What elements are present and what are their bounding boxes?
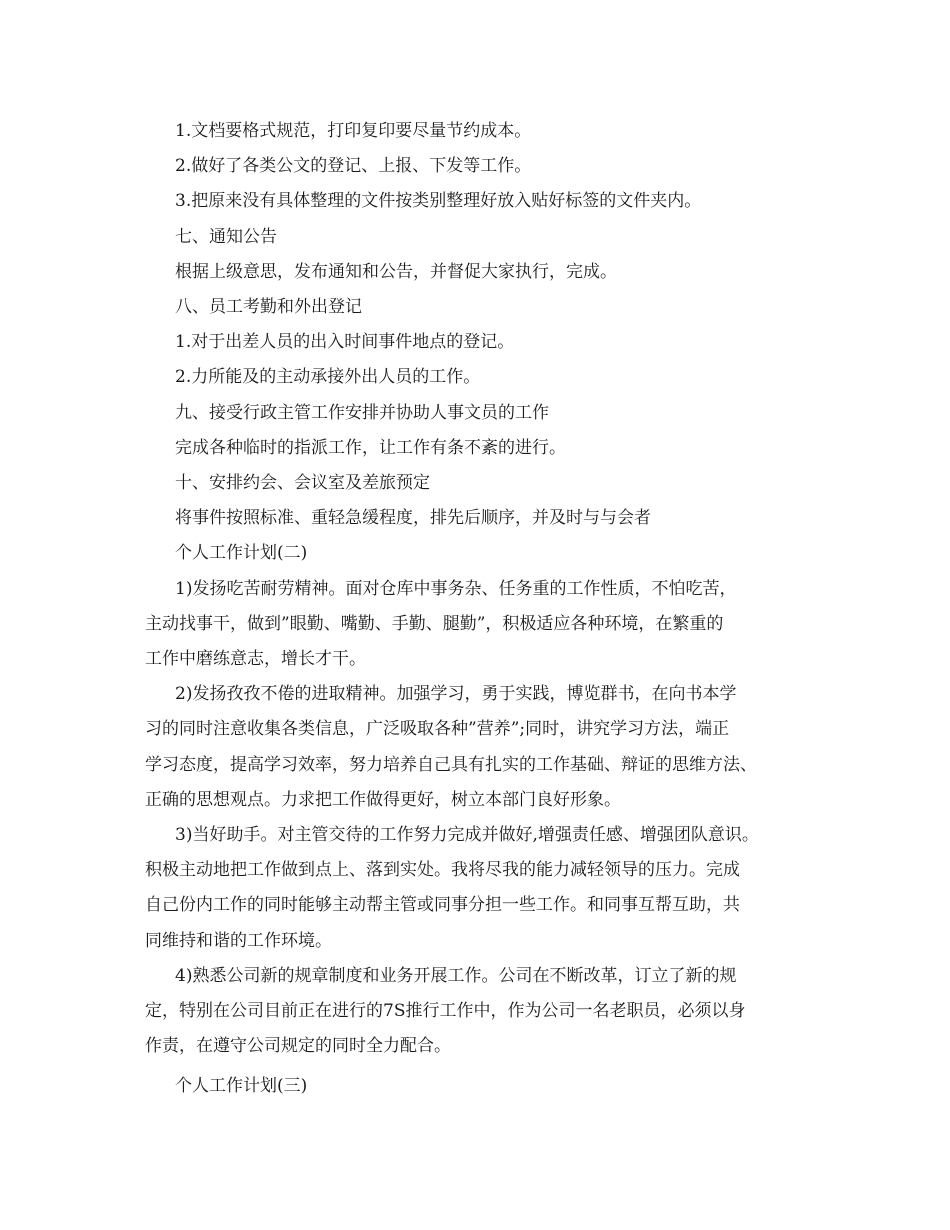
section-heading: 八、员工考勤和外出登记	[175, 297, 362, 317]
paragraph-line: 正确的思想观点。力求把工作做得更好，树立本部门良好形象。	[145, 790, 621, 810]
section-heading: 个人工作计划(二)	[175, 543, 308, 563]
paragraph-line: 学习态度，提高学习效率，努力培养自己具有扎实的工作基础、辩证的思维方法、	[145, 755, 757, 775]
list-item: 2.力所能及的主动承接外出人员的工作。	[175, 367, 481, 387]
list-item: 2.做好了各类公文的登记、上报、下发等工作。	[175, 156, 532, 176]
list-item: 3.把原来没有具体整理的文件按类别整理好放入贴好标签的文件夹内。	[175, 191, 702, 211]
paragraph-line: 作责，在遵守公司规定的同时全力配合。	[145, 1036, 451, 1056]
paragraph-line: 4)熟悉公司新的规章制度和业务开展工作。公司在不断改革，订立了新的规	[175, 966, 737, 986]
paragraph-line: 2)发扬孜孜不倦的进取精神。加强学习，勇于实践，博览群书，在向书本学	[175, 684, 737, 704]
paragraph-line: 习的同时注意收集各类信息，广泛吸取各种”营养”;同时，讲究学习方法，端正	[145, 719, 730, 739]
paragraph-line: 积极主动地把工作做到点上、落到实处。我将尽我的能力减轻领导的压力。完成	[145, 860, 740, 880]
list-item: 1.对于出差人员的出入时间事件地点的登记。	[175, 332, 515, 352]
list-item: 1.文档要格式规范，打印复印要尽量节约成本。	[175, 121, 532, 141]
paragraph-line: 工作中磨练意志，增长才干。	[145, 649, 366, 669]
section-heading: 九、接受行政主管工作安排并协助人事文员的工作	[175, 403, 549, 423]
section-heading: 十、安排约会、会议室及差旅预定	[175, 473, 430, 493]
paragraph-line: 1)发扬吃苦耐劳精神。面对仓库中事务杂、任务重的工作性质，不怕吃苦，	[175, 579, 737, 599]
paragraph-line: 将事件按照标准、重轻急缓程度，排先后顺序，并及时与与会者	[175, 508, 651, 528]
section-heading: 七、通知公告	[175, 227, 277, 247]
paragraph-line: 定，特别在公司目前正在进行的7S推行工作中，作为公司一名老职员，必须以身	[145, 1001, 746, 1021]
paragraph-line: 主动找事干，做到”眼勤、嘴勤、手勤、腿勤”，积极适应各种环境，在繁重的	[145, 614, 724, 634]
section-heading: 个人工作计划(三)	[175, 1076, 308, 1096]
paragraph-line: 自己份内工作的同时能够主动帮主管或同事分担一些工作。和同事互帮互助，共	[145, 895, 740, 915]
paragraph-line: 同维持和谐的工作环境。	[145, 931, 332, 951]
paragraph-line: 完成各种临时的指派工作，让工作有条不紊的进行。	[175, 438, 566, 458]
paragraph-line: 根据上级意思，发布通知和公告，并督促大家执行，完成。	[175, 262, 617, 282]
paragraph-line: 3)当好助手。对主管交待的工作努力完成并做好,增强责任感、增强团队意识。	[175, 825, 759, 845]
